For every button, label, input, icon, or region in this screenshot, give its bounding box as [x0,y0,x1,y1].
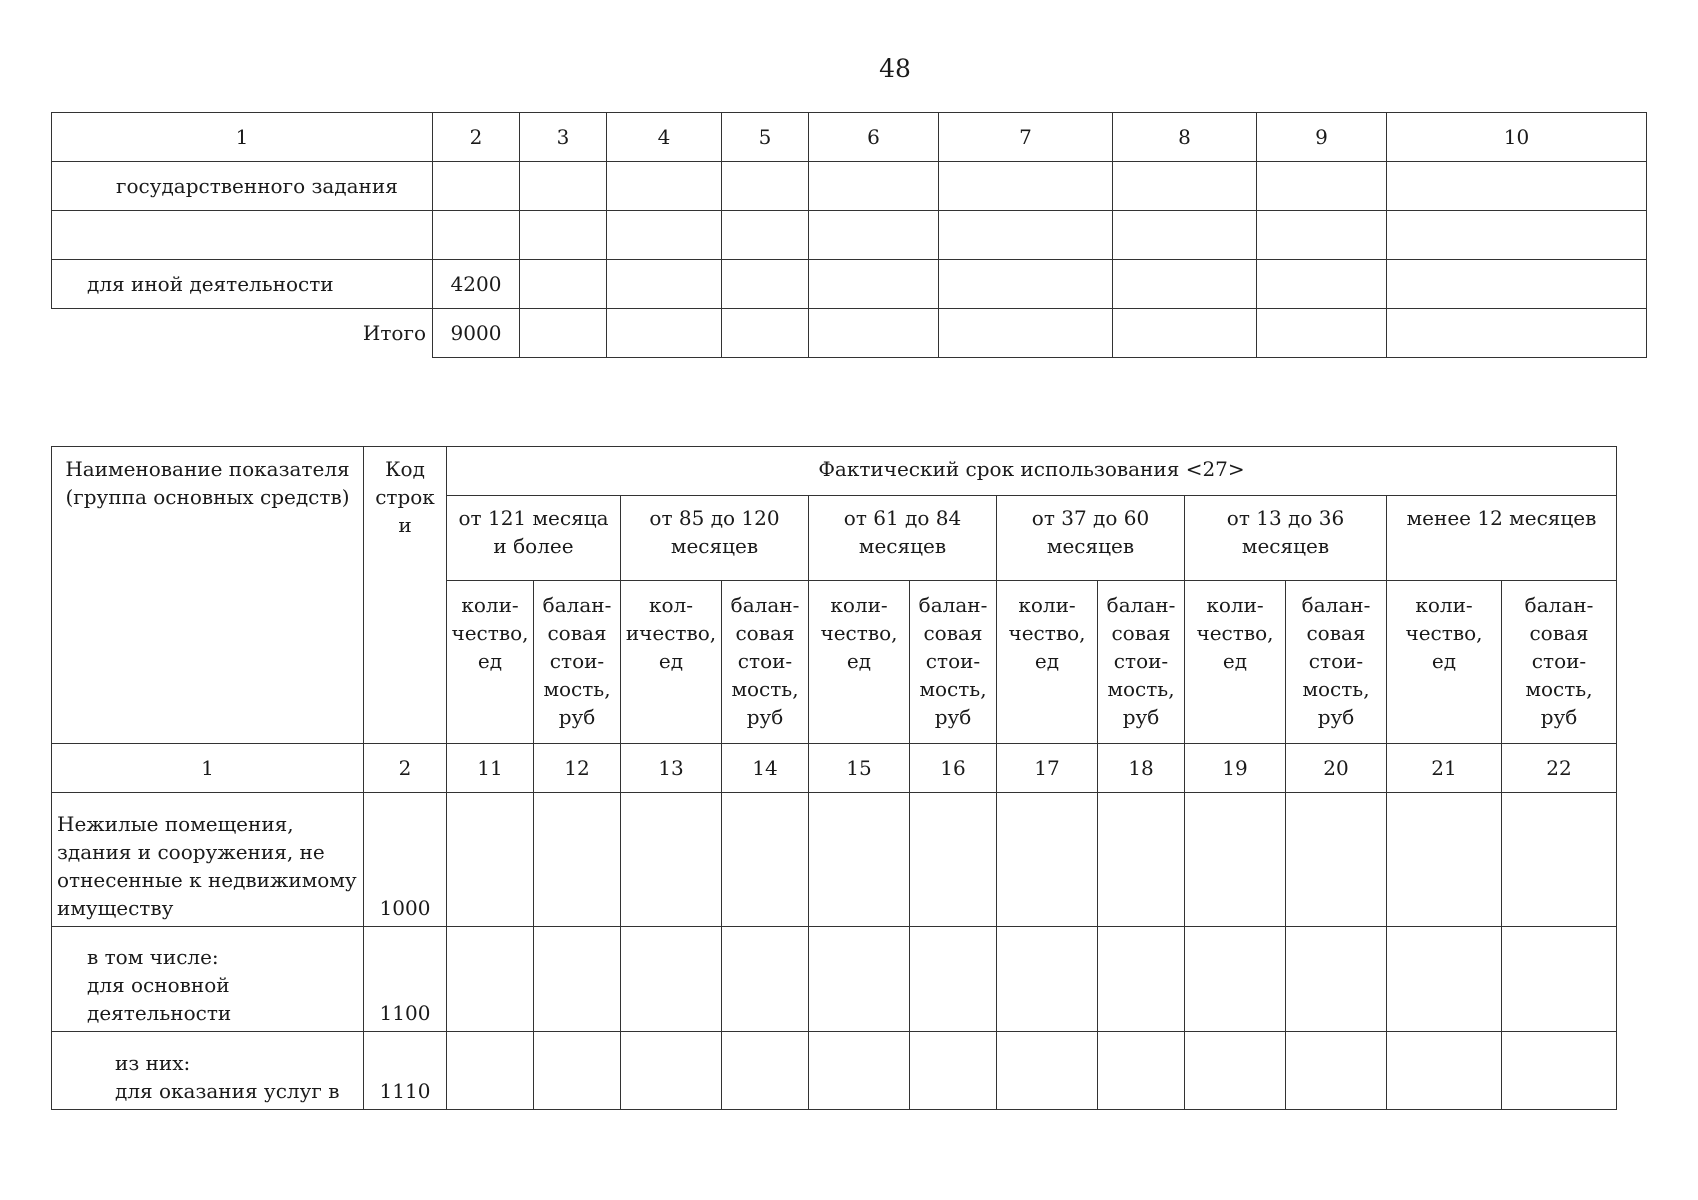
table-cell [809,1032,910,1110]
table-cell [1257,260,1387,309]
table-cell [1286,927,1387,1032]
column-number: 13 [621,744,722,793]
column-number: 10 [1387,113,1647,162]
header-book-value: балан- совая стои- мость, руб [534,581,621,744]
header-period-group: от 61 до 84 месяцев [809,496,997,581]
header-quantity: коли- чество, ед [997,581,1098,744]
table-cell [1185,1032,1286,1110]
column-number: 22 [1502,744,1617,793]
header-quantity: коли- чество, ед [809,581,910,744]
table-cell [520,211,607,260]
total-row [52,309,1647,358]
column-number: 1 [52,113,433,162]
continuation-table [51,112,1647,358]
row-code: 1110 [364,1032,447,1110]
column-number: 2 [433,113,520,162]
table-cell [520,162,607,211]
column-number: 18 [1098,744,1185,793]
table-cell [1502,793,1617,927]
table-cell [939,309,1113,358]
table-cell [447,793,534,927]
table-cell [1502,927,1617,1032]
header-period-group: от 37 до 60 месяцев [997,496,1185,581]
table-cell [722,162,809,211]
table-cell [1387,162,1647,211]
table-cell [1257,162,1387,211]
column-number: 11 [447,744,534,793]
table-row [52,1032,1617,1110]
table-cell [997,793,1098,927]
row-code: 1000 [364,793,447,927]
row-code [433,162,520,211]
table-cell [809,793,910,927]
table-cell [447,1032,534,1110]
header-row-code: Код строк и [364,447,447,744]
table-cell [910,927,997,1032]
table-cell [722,1032,809,1110]
table-cell [621,927,722,1032]
table-cell [1387,260,1647,309]
table-cell [722,309,809,358]
table-cell [910,1032,997,1110]
column-number: 3 [520,113,607,162]
table-cell [1257,211,1387,260]
column-number: 9 [1257,113,1387,162]
table-cell [722,260,809,309]
table-cell [607,211,722,260]
table-cell [809,211,939,260]
column-number-row [52,113,1647,162]
header-period-group: менее 12 месяцев [1387,496,1617,581]
table-cell [621,793,722,927]
table-cell [809,927,910,1032]
table-cell [809,309,939,358]
table-cell [910,793,997,927]
table-cell [1387,927,1502,1032]
row-name: Нежилые помещения, здания и сооружения, не отнесенные к недвижимому имуществу [52,793,364,927]
table-cell [534,793,621,927]
column-number: 4 [607,113,722,162]
table-cell [1113,162,1257,211]
column-number-row [52,744,1617,793]
row-name [52,211,433,260]
table-cell [447,927,534,1032]
header-book-value: балан- совая стои- мость, руб [1286,581,1387,744]
column-number: 19 [1185,744,1286,793]
header-book-value: балан- совая стои- мость, руб [910,581,997,744]
header-period-group: от 13 до 36 месяцев [1185,496,1387,581]
table-cell [997,1032,1098,1110]
table-cell [1387,793,1502,927]
column-number: 8 [1113,113,1257,162]
header-period-group: от 121 месяца и более [447,496,621,581]
row-name: государственного задания [52,162,433,211]
table-cell [520,309,607,358]
table-cell [809,260,939,309]
table-cell [722,211,809,260]
header-period-group: от 85 до 120 месяцев [621,496,809,581]
table-row [52,927,1617,1032]
header-quantity: коли- чество, ед [447,581,534,744]
column-number: 15 [809,744,910,793]
table-cell [1185,793,1286,927]
table-row [52,260,1647,309]
table-cell [722,793,809,927]
header-quantity: коли- чество, ед [1387,581,1502,744]
row-code [433,211,520,260]
table-cell [534,1032,621,1110]
table-cell [1387,211,1647,260]
table-cell [809,162,939,211]
header-indicator-name: Наименование показателя (группа основных средств) [52,447,364,744]
table-cell [722,927,809,1032]
table-cell [1098,927,1185,1032]
table-cell [939,211,1113,260]
header-quantity: кол- ичество, ед [621,581,722,744]
row-name: из них: для оказания услуг в [52,1032,364,1110]
table-cell [1113,260,1257,309]
header-quantity: коли- чество, ед [1185,581,1286,744]
table-cell [939,260,1113,309]
table-cell [607,162,722,211]
table-cell [1098,1032,1185,1110]
table-cell [1387,1032,1502,1110]
total-label: Итого [52,309,433,358]
column-number: 12 [534,744,621,793]
row-name: для иной деятельности [52,260,433,309]
table-cell [939,162,1113,211]
table-cell [1257,309,1387,358]
header-book-value: балан- совая стои- мость, руб [1502,581,1617,744]
column-number: 7 [939,113,1113,162]
row-code: 1100 [364,927,447,1032]
header-usage-period: Фактический срок использования <27> [447,447,1617,496]
column-number: 21 [1387,744,1502,793]
total-code: 9000 [433,309,520,358]
table-cell [520,260,607,309]
table-cell [1286,1032,1387,1110]
table-cell [621,1032,722,1110]
table-cell [1286,793,1387,927]
header-book-value: балан- совая стои- мость, руб [722,581,809,744]
column-number: 5 [722,113,809,162]
table-cell [1387,309,1647,358]
table-cell [1113,309,1257,358]
table-row [52,162,1647,211]
table-cell [1502,1032,1617,1110]
table-cell [1113,211,1257,260]
table-cell [1185,927,1286,1032]
table-cell [997,927,1098,1032]
column-number: 17 [997,744,1098,793]
table-cell [1098,793,1185,927]
column-number: 6 [809,113,939,162]
row-code: 4200 [433,260,520,309]
header-row [52,447,1617,496]
header-book-value: балан- совая стои- мость, руб [1098,581,1185,744]
row-name: в том числе: для основной деятельности [52,927,364,1032]
fixed-assets-table [51,446,1617,1110]
page-number: 48 [879,54,911,83]
column-number: 16 [910,744,997,793]
column-number: 20 [1286,744,1387,793]
table-cell [607,309,722,358]
table-cell [607,260,722,309]
column-number: 1 [52,744,364,793]
table-row [52,793,1617,927]
table-row [52,211,1647,260]
table-cell [534,927,621,1032]
column-number: 2 [364,744,447,793]
column-number: 14 [722,744,809,793]
